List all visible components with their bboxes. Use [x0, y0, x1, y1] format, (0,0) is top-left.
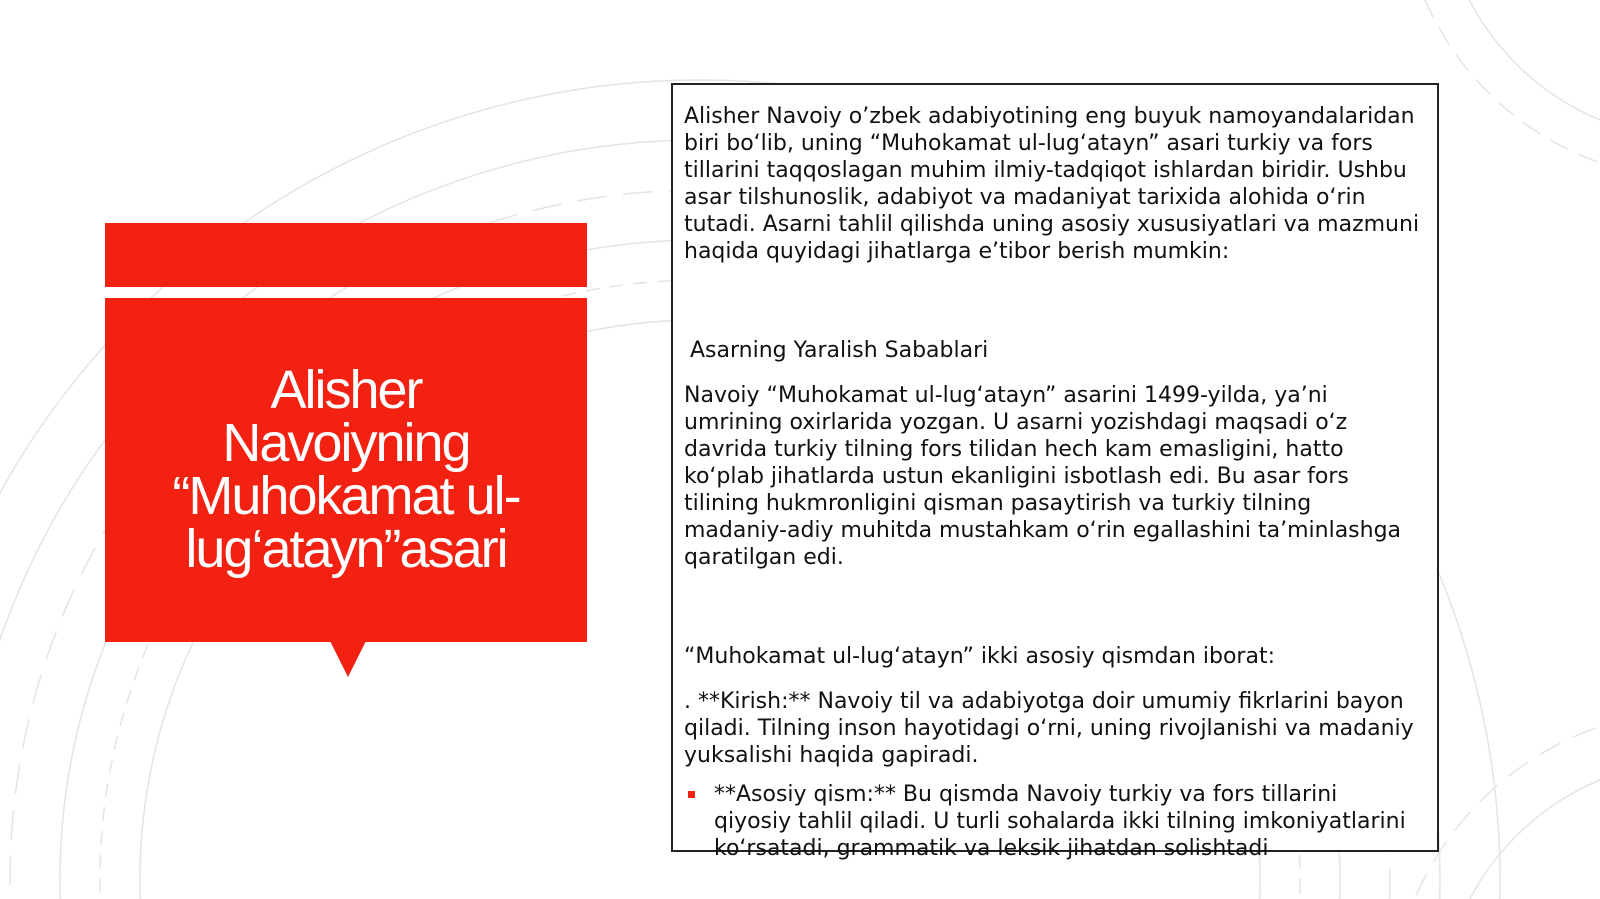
- parts-intro: “Muhokamat ul-lug‘atayn” ikki asosiy qismdan iborat:: [684, 644, 1275, 669]
- spacer: [684, 265, 1421, 337]
- spacer: [684, 571, 1421, 643]
- bullet-item: [684, 781, 1421, 862]
- reasons-paragraph: Navoiy “Muhokamat ul-lug‘atayn” asarini 1499-yilda, ya’ni umrining oxirlarida yozgan. U asarni yozishdagi maqsadi o‘z davrida turkiy tilning fors tilidan hech kam emasligini, hatto ko‘plab jihatlarda ustun ekanligini isbotlash edi. Bu asar fors tilining hukmronligini qisman pasaytirish va turkiy tilning madaniy-adiy muhitda mustahkam o‘rin egallashini ta’minlashga qaratilgan edi.: [684, 383, 1402, 570]
- title-callout: [105, 298, 587, 642]
- section-heading: Asarning Yaralish Sabablari: [690, 338, 989, 363]
- content-textbox[interactable]: [671, 83, 1439, 861]
- callout-pointer: [330, 641, 366, 677]
- square-bullet-icon: [684, 781, 714, 862]
- intro-paragraph: Alisher Navoiy o’zbek adabiyotining eng buyuk namoyandalaridan biri bo‘lib, uning “Muhokamat ul-lug‘atayn” asari turkiy va fors tillarini taqqoslagan muhim ilmiy-tadqiqot ishlardan biridir. Ushbu asar tilshunoslik, adabiyot va madaniyat tarixida alohida o‘rin tutadi. Asarni tahlil qilishda uning asosiy xususiyatlari va mazmuni haqida quyidagi jihatlarga e’tibor berish mumkin:: [684, 104, 1420, 264]
- part-two-text: **Asosiy qism:** Bu qismda Navoiy turkiy va fors tillarini qiyosiy tahlil qiladi. U turli sohalarda ikki tilning imkoniyatlarini ko‘rsatadi, grammatik va leksik jihatdan solishtadi: [714, 782, 1406, 861]
- slide-title: Alisher Navoiyning “Muhokamat ul- lug‘atayn”asari: [172, 360, 520, 579]
- part-one-paragraph: . **Kirish:** Navoiy til va adabiyotga doir umumiy fikrlarini bayon qiladi. Tilning inson hayotidagi o‘rni, uning rivojlanishi va madaniy yuksalishi haqida gapiradi.: [684, 689, 1414, 768]
- title-accent-bar: [105, 223, 587, 287]
